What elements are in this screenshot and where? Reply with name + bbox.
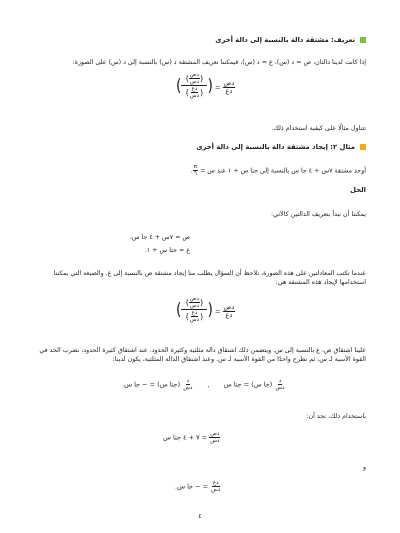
section-title: تعريف: مشتقة دالة بالنسبة إلى دالة أخرى bbox=[215, 36, 355, 44]
example-heading bbox=[34, 143, 366, 152]
trig-derivatives: $\frac{\text{د}}{\text{دس}}$ (جا س) = جتا س , $\frac{\text{د}}{\text{دس}}$ (جتا س) = − جا س. bbox=[122, 378, 285, 391]
solution-label: الحل bbox=[350, 186, 366, 194]
orange-square-icon bbox=[360, 144, 366, 150]
step2-text: عندما نكتب المعادلتين على هذه الصورة، نلاحظ أن السؤال يطلب منا إيجاد مشتقة ص بالنسبة إلى ع. والصيغة التي يمكننا استخدامها لإيجاد هذه المشتقة هي: bbox=[53, 270, 366, 286]
y-definition: ص = ٧س + ٤ جا س، bbox=[129, 234, 190, 241]
definition-formula: ( ( $\frac{\text{دص}}{\text{دس}}$ ) ( $\frac{\text{دع}}{\text{دس}}$ ) ) = $\frac{\text{دص}}{\text{دع}}$ bbox=[176, 72, 235, 99]
example-title: مثال ٢: إيجاد مشتقة دالة بالنسبة إلى دالة أخرى bbox=[196, 143, 355, 151]
step3-text: علينا اشتقاق ص، ع بالنسبة إلى س. ويتضمن ذلك اشتقاق دالة مثلثية وكثيرة الحدود. عند اشتقاق كثيرة الحدود، نضرب الحد في القوة الأسية لـ س، ثم نطرح واحدًا من القوة الأسية لـ س. وعند اشتقاق الدالة المثلثية، يكون لدينا: bbox=[39, 347, 366, 363]
page-number: ٤ bbox=[198, 513, 202, 520]
intro-text: إذا كانت لدينا دالتان، ص = د (س)، ع = د (س)، فيمكننا تعريف المشتقة د (س) بالنسبة إلى د (س) على الصورة: bbox=[72, 59, 366, 66]
green-square-icon bbox=[360, 37, 366, 43]
u-definition: ع = جتا س + ١. bbox=[144, 247, 190, 254]
example-intro: تتناول مثالًا على كيفية استخدام ذلك. bbox=[271, 125, 366, 132]
result-du: $\frac{\text{دع}}{\text{دس}}$ = − جا س. bbox=[175, 480, 221, 493]
step1-text: يمكننا أن نبدأ بتعريف الدالتين كالآتي: bbox=[271, 211, 366, 218]
result-dy: $\frac{\text{دص}}{\text{دس}}$ = ٧ + ٤ جتا س bbox=[163, 431, 220, 444]
step4-text: باستخدام ذلك، نجد أن: bbox=[306, 413, 366, 420]
chain-formula: ( ( $\frac{\text{دص}}{\text{دس}}$ ) ( $\frac{\text{دع}}{\text{دس}}$ ) ) = $\frac{\text{دص}}{\text{دع}}$ bbox=[176, 296, 235, 323]
example-question: أوجد مشتقة ٧س + ٤ جا س بالنسبة إلى جتا س + ١ عند س = $\frac{\pi}{٦}$ . bbox=[190, 164, 366, 177]
section-heading bbox=[34, 36, 366, 45]
and-label: و bbox=[362, 464, 366, 471]
